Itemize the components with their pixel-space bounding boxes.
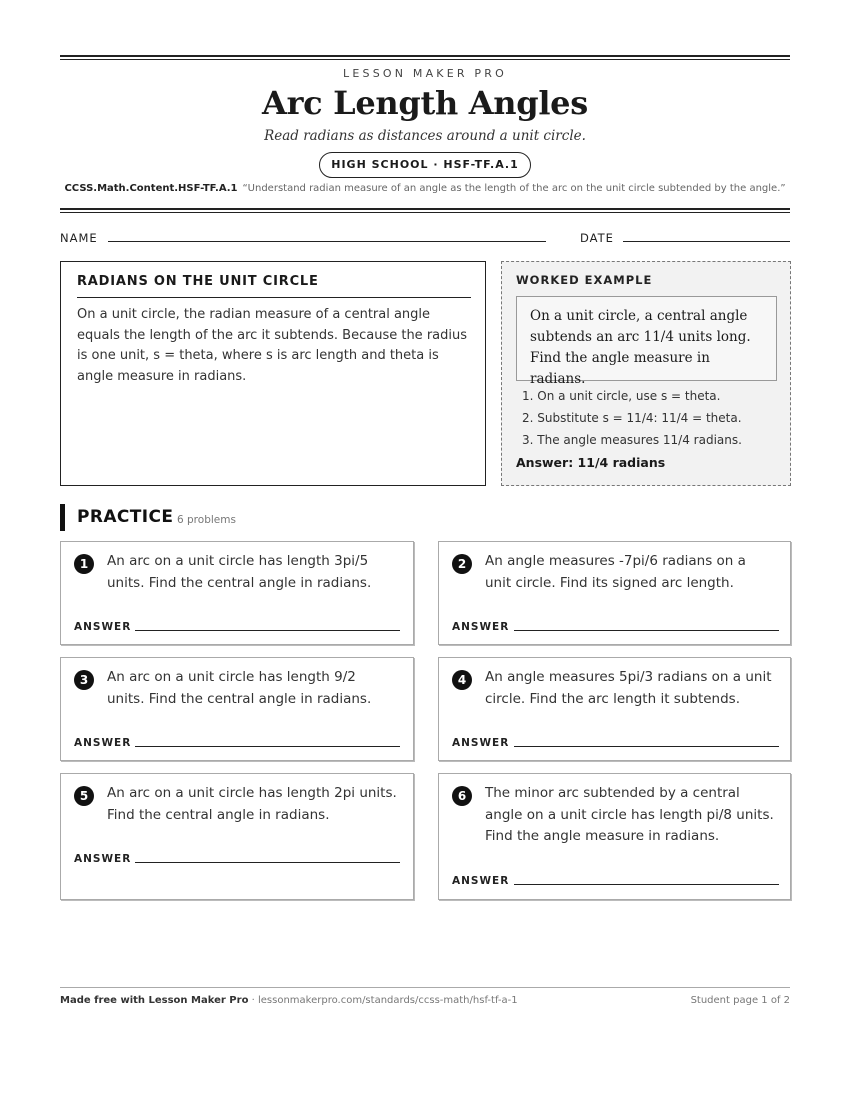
answer-label: ANSWER (74, 853, 132, 865)
answer-field[interactable] (514, 884, 779, 885)
answer-field[interactable] (135, 630, 400, 631)
problem-text: An angle measures 5pi/3 radians on a unit circle. Find the arc length it subtends. (485, 669, 772, 707)
worked-example-steps (522, 385, 784, 451)
answer-label: ANSWER (74, 621, 132, 633)
worked-example-title: WORKED EXAMPLE (516, 273, 653, 287)
problem-text: An arc on a unit circle has length 9/2 units. Find the central angle in radians. (107, 669, 372, 707)
problem-number: 4 (452, 670, 472, 690)
worked-example-step: 1. On a unit circle, use s = theta. (522, 389, 721, 403)
worksheet-subtitle: Read radians as distances around a unit circle. (264, 128, 586, 144)
problem-number: 3 (74, 670, 94, 690)
problem-card-3 (60, 657, 414, 761)
standard-line (0, 183, 850, 194)
answer-field[interactable] (514, 630, 779, 631)
problem-text: An angle measures -7pi/6 radians on a unit circle. Find its signed arc length. (485, 553, 746, 591)
date-field[interactable] (623, 241, 790, 242)
worksheet-title: Arc Length Angles (262, 84, 588, 122)
problem-text: An arc on a unit circle has length 3pi/5 units. Find the central angle in radians. (107, 553, 372, 591)
header-bottom-rule (60, 208, 790, 213)
date-label: DATE (580, 231, 614, 245)
footer-credit (60, 995, 518, 1006)
answer-field[interactable] (135, 746, 400, 747)
problem-number: 6 (452, 786, 472, 806)
answer-label: ANSWER (452, 621, 510, 633)
problem-number: 5 (74, 786, 94, 806)
grade-badge: HIGH SCHOOL · HSF-TF.A.1 (319, 152, 531, 178)
problem-text: An arc on a unit circle has length 2pi units. Find the central angle in radians. (107, 785, 397, 823)
problem-card-6 (438, 773, 791, 900)
problem-card-5 (60, 773, 414, 900)
problem-card-2 (438, 541, 791, 645)
practice-title: PRACTICE (77, 507, 174, 527)
worked-example-step: 2. Substitute s = 11/4: 11/4 = theta. (522, 411, 742, 425)
worked-example-box (501, 261, 791, 486)
concept-title: RADIANS ON THE UNIT CIRCLE (77, 274, 319, 289)
brand-name: LESSON MAKER PRO (343, 67, 507, 80)
problem-number: 2 (452, 554, 472, 574)
answer-label: ANSWER (452, 737, 510, 749)
footer-brand: Made free with Lesson Maker Pro (60, 995, 249, 1006)
practice-accent-bar (60, 504, 65, 531)
answer-label: ANSWER (74, 737, 132, 749)
concept-divider (77, 297, 471, 298)
problem-card-1 (60, 541, 414, 645)
footer-page-number: Student page 1 of 2 (690, 995, 790, 1006)
problem-card-4 (438, 657, 791, 761)
concept-box (60, 261, 486, 486)
footer-url[interactable]: · lessonmakerpro.com/standards/ccss-math/hsf-tf-a-1 (248, 995, 518, 1006)
worked-example-step: 3. The angle measures 11/4 radians. (522, 433, 742, 447)
concept-body: On a unit circle, the radian measure of a central angle equals the length of the arc it subtends. Because the radius is one unit, s = theta, where s is arc length and theta is angle measure in radians. (77, 307, 467, 384)
answer-label: ANSWER (452, 875, 510, 887)
worked-example-problem: On a unit circle, a central angle subtends an arc 11/4 units long. Find the angle measure in radians. (516, 296, 777, 381)
answer-field[interactable] (514, 746, 779, 747)
answer-field[interactable] (135, 862, 400, 863)
name-label: NAME (60, 231, 98, 245)
practice-count: 6 problems (177, 514, 236, 526)
standard-text: “Understand radian measure of an angle as the length of the arc on the unit circle subtended by the angle.” (242, 183, 786, 194)
header-top-rule (60, 55, 790, 60)
name-field[interactable] (108, 241, 546, 242)
worked-example-answer: Answer: 11/4 radians (516, 455, 666, 470)
standard-code: CCSS.Math.Content.HSF-TF.A.1 (64, 183, 238, 194)
problem-text: The minor arc subtended by a central angle on a unit circle has length pi/8 units. Find the angle measure in radians. (485, 785, 774, 844)
footer-rule (60, 987, 790, 988)
problem-number: 1 (74, 554, 94, 574)
